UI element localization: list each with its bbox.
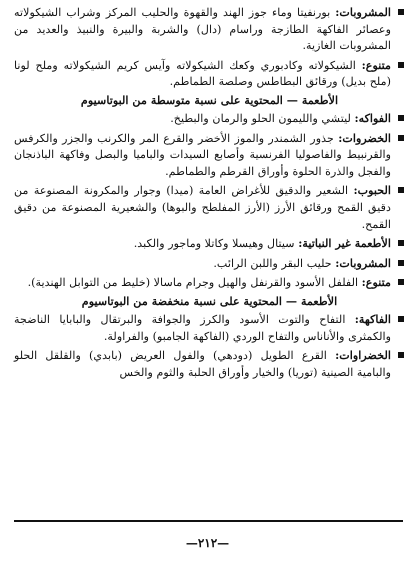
list-item-misc-high [14, 57, 405, 91]
bullet-icon [398, 240, 404, 246]
item-term: الفواكه: [354, 110, 391, 125]
section-heading-low-potassium: الأطعمة — المحتوية على نسبة منخفضة من البوتاسيوم [81, 293, 338, 308]
item-term: متنوع: [361, 57, 391, 72]
item-term: المشروبات: [335, 5, 391, 19]
item-text: بورنفيتا وماء جوز الهند والقهوة والحليب المركز وشراب الشيكولاته وعصائر الفاكهة الطازجة وراسام (دال) والشربة والبيرة والنبيذ والعديد من المشروبات الغازية. [14, 6, 391, 53]
list-item-fruits-low [14, 311, 405, 345]
footer-divider [14, 520, 403, 522]
item-text: التفاح والتوت الأسود والكرز والجوافة والبرتقال والبابايا الناضجة والكمثرى والأناناس والتفاح الوردي (الفاكهة الجامبو) والفراولة. [14, 312, 391, 343]
item-term: الفاكهة: [354, 311, 391, 326]
item-term: الأطعمة غير النباتية: [298, 236, 391, 251]
list-item-beverages-medium [14, 255, 405, 273]
item-term: الخضروات: [338, 130, 391, 145]
bullet-icon [398, 115, 404, 121]
list-item-fruits-medium [14, 110, 405, 128]
list-item-beverages-high [14, 4, 405, 55]
list-item-grains-medium [14, 182, 405, 233]
item-term: المشروبات: [335, 255, 391, 270]
bullet-icon [398, 352, 404, 358]
page-number: —٢١٢— [185, 536, 230, 550]
section-heading-medium-potassium: الأطعمة — المحتوية على نسبة متوسطة من البوتاسيوم [80, 92, 339, 107]
bullet-icon [398, 260, 404, 266]
list-item-vegetables-low [14, 347, 405, 381]
item-term: الحبوب: [353, 183, 391, 198]
bullet-icon [398, 62, 404, 68]
list-item-nonveg-medium [14, 235, 405, 253]
page-content [14, 4, 405, 381]
item-text: جذور الشمندر والموز الأخضر والقرع المر والكرنب والجزر والكرفس والقرنبيط والفاصوليا الفرنسية وأصابع السيدات والباميا والبصل وفاكهة الباذنجان والفجل والذرة الحلوة وأوراق القرطم والطماطم. [14, 131, 391, 178]
bullet-icon [398, 316, 404, 322]
item-text: حليب البقر واللبن الرائب. [213, 256, 336, 270]
list-item-misc-medium [14, 274, 405, 292]
item-text: الشعير والدقيق للأغراض العامة (ميدا) وجوار والمكرونة المصنوعة من دقيق القمح ورقائق الأرز (الأرز المفلطح والبوها) والشعيرية المصنوعة من دقيق القمح. [14, 184, 391, 231]
bullet-icon [398, 187, 404, 193]
item-text: سيتال وهيسلا وكاتلا وماجور والكبد. [133, 237, 299, 251]
item-text: الشيكولاته وكادبوري وكعك الشيكولاته وآيس كريم الشيكولاته وملح لونا (ملح بديل) ورقائق البطاطس وصلصة الطماطم. [14, 58, 391, 89]
bullet-icon [398, 279, 404, 285]
item-text: ليتشي والليمون الحلو والرمان والبطيخ. [170, 111, 355, 125]
bullet-icon [398, 9, 404, 15]
list-item-vegetables-medium [14, 130, 405, 181]
item-term: الخضراوات: [335, 348, 391, 363]
item-text: الفلفل الأسود والقرنفل والهيل وجرام ماسالا (خليط من التوابل الهندية). [27, 276, 362, 290]
item-term: متنوع: [361, 275, 391, 290]
item-text: القرع الطويل (دودهي) والفول العريض (بابدي) والقلقل الحلو والبامية الصينية (توريا) والخيار وأوراق الحلبة والثوم والخس [14, 349, 391, 379]
bullet-icon [398, 135, 404, 141]
